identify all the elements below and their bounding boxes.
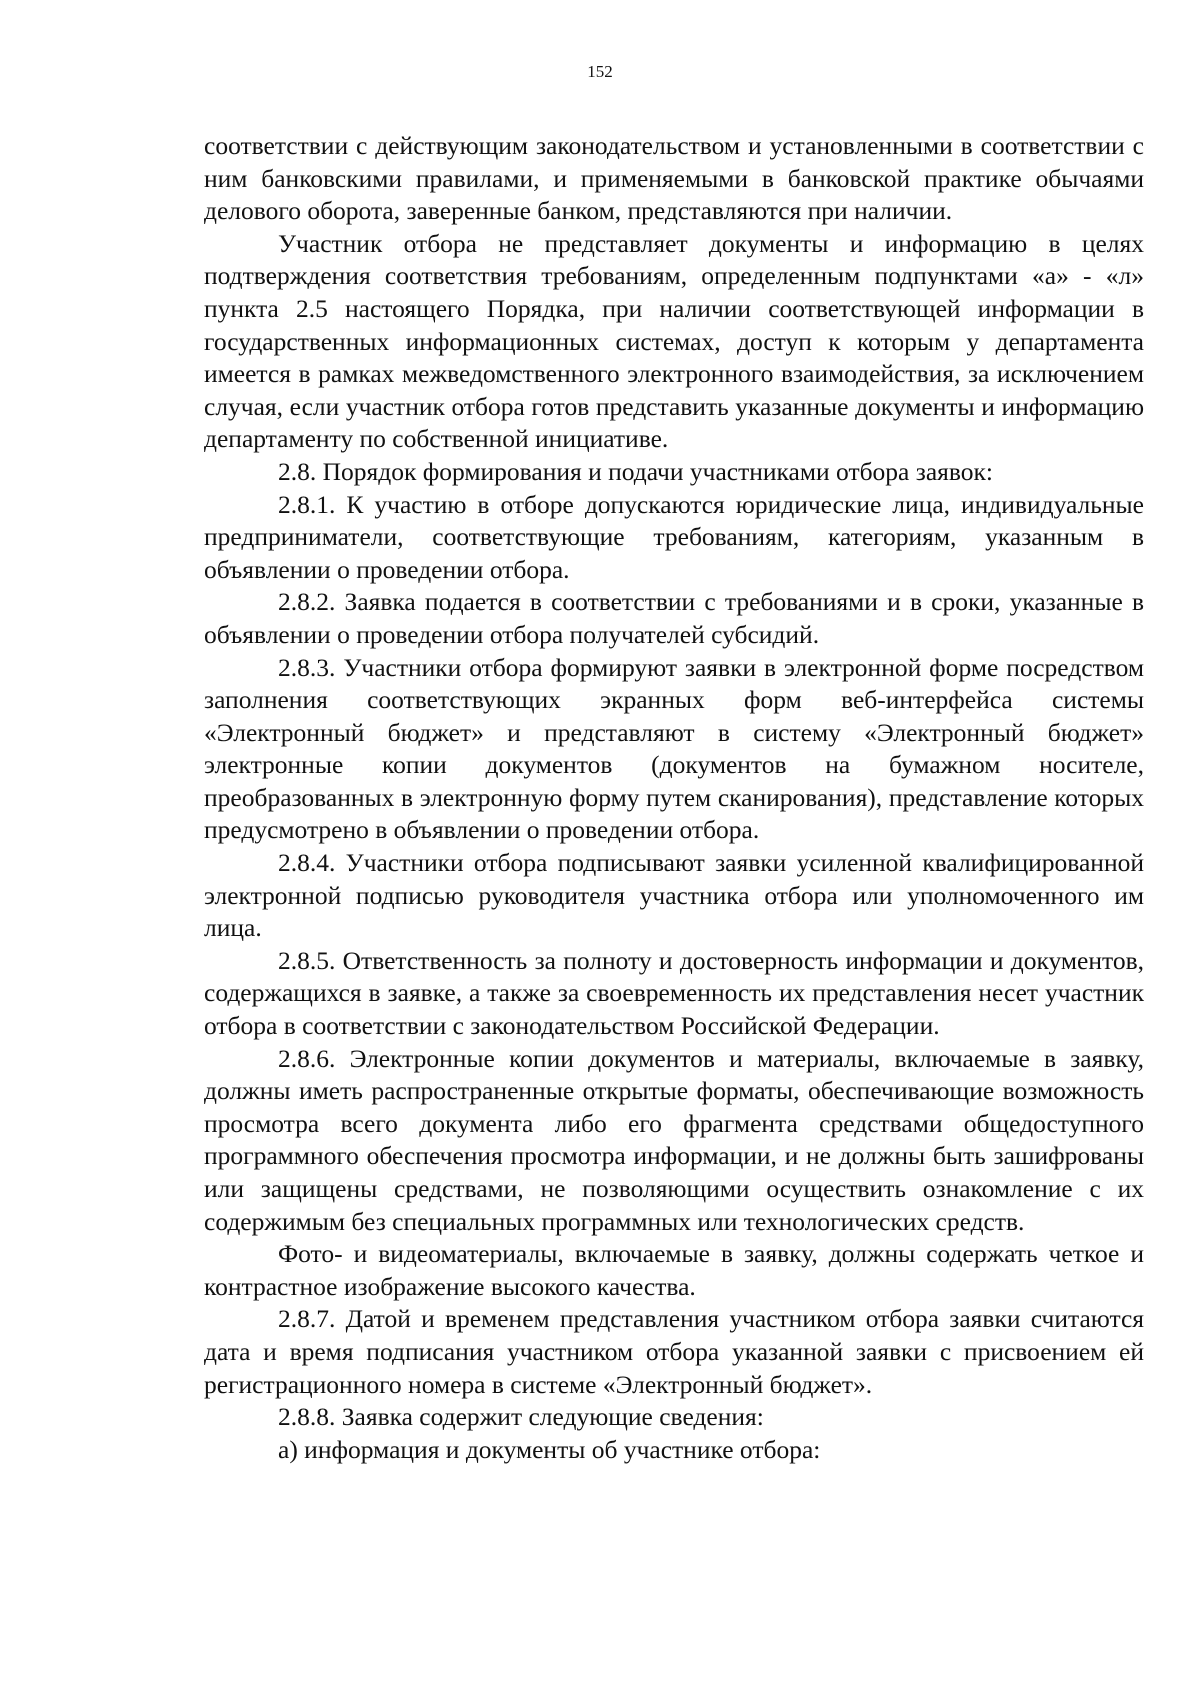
paragraph: Фото- и видеоматериалы, включаемые в заявку, должны содержать четкое и контрастное изображение высокого качества. bbox=[204, 1239, 1144, 1301]
paragraph: 2.8.8. Заявка содержит следующие сведения: bbox=[278, 1402, 764, 1432]
list-item: а) информация и документы об участнике отбора: bbox=[278, 1434, 821, 1464]
document-body bbox=[204, 130, 1144, 1466]
page-number: 152 bbox=[587, 62, 613, 81]
paragraph: 2.8.2. Заявка подается в соответствии с требованиями и в сроки, указанные в объявлении о проведении отбора получателей субсидий. bbox=[204, 587, 1144, 649]
paragraph: 2.8.1. К участию в отборе допускаются юридические лица, индивидуальные предприниматели, соответствующие требованиям, категориям, указанным в объявлении о проведении отбора. bbox=[204, 489, 1144, 584]
paragraph: Участник отбора не представляет документы и информацию в целях подтверждения соответствия требованиям, определенным подпунктами «а» - «л» пункта 2.5 настоящего Порядка, при наличии соответствующей информации в государственных информационных системах, доступ к которым у департамента имеется в рамках межведомственного электронного взаимодействия, за исключением случая, если участник отбора готов представить указанные документы и информацию департаменту по собственной инициативе. bbox=[204, 228, 1144, 454]
paragraph: 2.8.4. Участники отбора подписывают заявки усиленной квалифицированной электронной подписью руководителя участника отбора или уполномоченного им лица. bbox=[204, 848, 1144, 943]
section-heading: 2.8. Порядок формирования и подачи участниками отбора заявок: bbox=[278, 456, 993, 486]
paragraph: 2.8.3. Участники отбора формируют заявки в электронной форме посредством заполнения соответствующих экранных форм веб-интерфейса системы «Электронный бюджет» и представляют в систему «Электронный бюджет» электронные копии документов (документов на бумажном носителе, преобразованных в электронную форму путем сканирования), представление которых предусмотрено в объявлении о проведении отбора. bbox=[204, 652, 1144, 845]
paragraph: 2.8.7. Датой и временем представления участником отбора заявки считаются дата и время подписания участником отбора указанной заявки с присвоением ей регистрационного номера в системе «Электронный бюджет». bbox=[204, 1304, 1144, 1399]
paragraph: соответствии с действующим законодательством и установленными в соответствии с ним банковскими правилами, и применяемыми в банковской практике обычаями делового оборота, заверенные банком, представляются при наличии. bbox=[204, 131, 1144, 226]
paragraph: 2.8.5. Ответственность за полноту и достоверность информации и документов, содержащихся в заявке, а также за своевременность их представления несет участник отбора в соответствии с законодательством Российской Федерации. bbox=[204, 945, 1144, 1041]
paragraph: 2.8.6. Электронные копии документов и материалы, включаемые в заявку, должны иметь распространенные открытые форматы, обеспечивающие возможность просмотра всего документа либо его фрагмента средствами общедоступного программного обеспечения просмотра информации, и не должны быть зашифрованы или защищены средствами, не позволяющими осуществить ознакомление с их содержимым без специальных программных или технологических средств. bbox=[204, 1043, 1144, 1236]
